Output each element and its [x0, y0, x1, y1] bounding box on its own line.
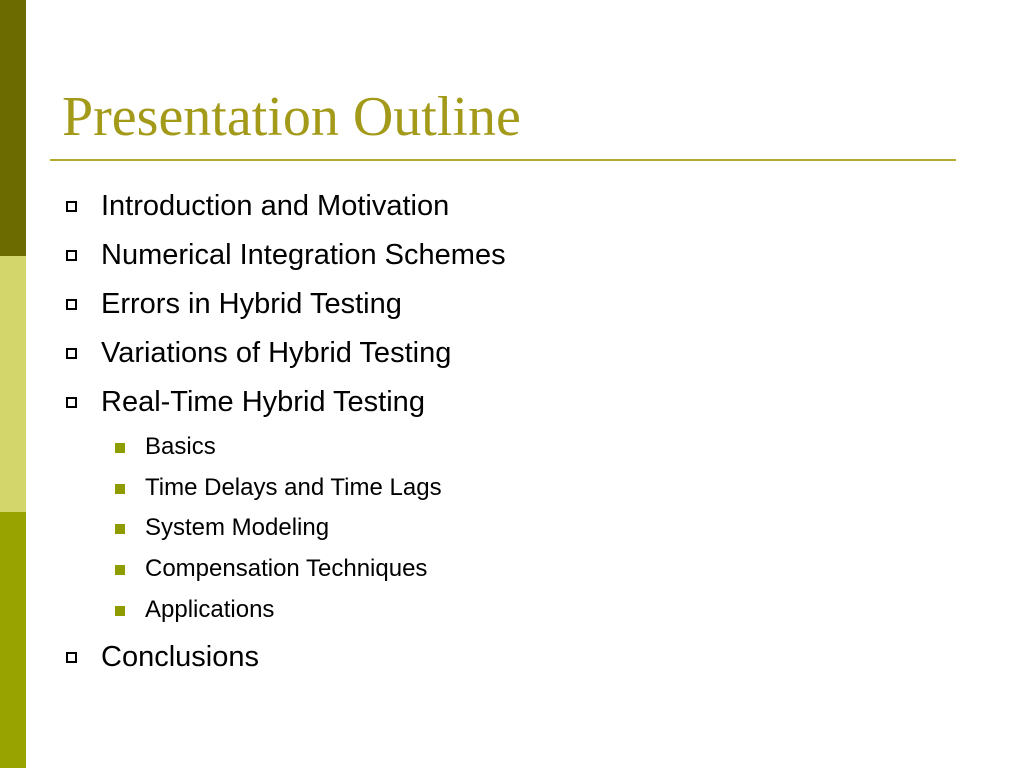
outline-item	[101, 287, 402, 321]
accent-bar-middle	[0, 256, 26, 512]
accent-bar-bottom	[0, 512, 26, 768]
hollow-square-bullet-icon	[66, 397, 77, 408]
sub-outline-item-label: Basics	[145, 433, 216, 460]
outline-item-label: Variations of Hybrid Testing	[101, 337, 452, 369]
outline-item-label: Numerical Integration Schemes	[101, 239, 506, 271]
hollow-square-bullet-icon	[66, 250, 77, 261]
sub-outline-item	[145, 433, 216, 461]
sub-outline-item-label: System Modeling	[145, 514, 330, 541]
sub-outline-item-label: Compensation Techniques	[145, 555, 428, 582]
sub-outline-item	[145, 596, 274, 624]
filled-square-bullet-icon	[115, 443, 125, 453]
sub-outline-item	[145, 555, 427, 583]
outline-item-label: Conclusions	[101, 641, 259, 673]
filled-square-bullet-icon	[115, 484, 125, 494]
hollow-square-bullet-icon	[66, 299, 77, 310]
sub-outline-item	[145, 514, 329, 542]
outline-item	[101, 385, 425, 419]
title-rule	[50, 159, 956, 161]
outline-item-label: Real-Time Hybrid Testing	[101, 386, 425, 418]
outline-item	[101, 640, 259, 674]
outline-item	[101, 336, 451, 370]
filled-square-bullet-icon	[115, 606, 125, 616]
hollow-square-bullet-icon	[66, 652, 77, 663]
filled-square-bullet-icon	[115, 565, 125, 575]
hollow-square-bullet-icon	[66, 348, 77, 359]
outline-item-label: Introduction and Motivation	[101, 190, 450, 222]
sub-outline-item	[145, 474, 442, 502]
outline-item	[101, 238, 506, 272]
filled-square-bullet-icon	[115, 524, 125, 534]
sub-outline-item-label: Applications	[145, 596, 275, 623]
outline-item-label: Errors in Hybrid Testing	[101, 288, 402, 320]
sub-outline-item-label: Time Delays and Time Lags	[145, 474, 442, 501]
accent-bar-top	[0, 0, 26, 256]
slide-title: Presentation Outline	[62, 86, 521, 148]
outline-item	[101, 189, 449, 223]
hollow-square-bullet-icon	[66, 201, 77, 212]
